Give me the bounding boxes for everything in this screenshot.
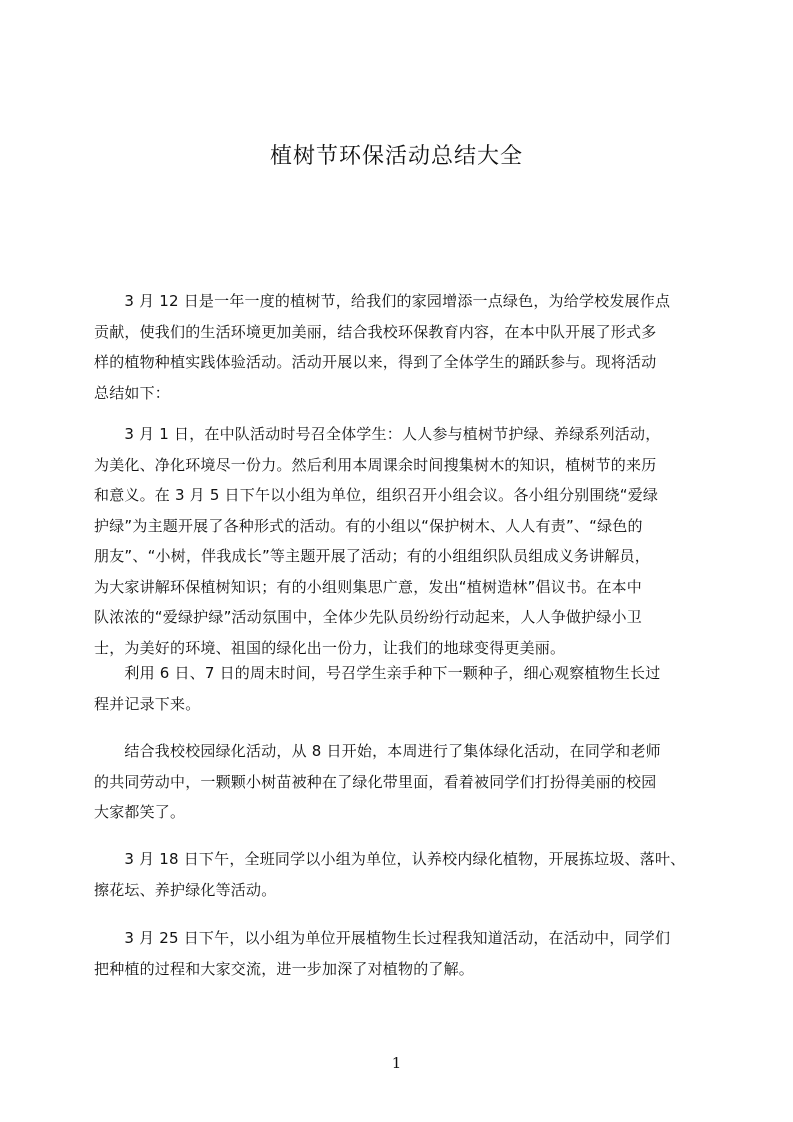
paragraph-line: 朋友”、“小树，伴我成长”等主题开展了活动；有的小组组织队员组成义务讲解员， bbox=[94, 547, 650, 565]
paragraph-line: 3 月 25 日下午，以小组为单位开展植物生长过程我知道活动，在活动中，同学们 bbox=[94, 929, 671, 947]
paragraph-2 bbox=[94, 419, 714, 663]
paragraph-line: 大家都笑了。 bbox=[94, 803, 186, 821]
paragraph-1 bbox=[94, 286, 714, 408]
paragraph-line: 的共同劳动中，一颗颗小树苗被种在了绿化带里面，看着被同学们打扮得美丽的校园 bbox=[94, 772, 657, 791]
paragraph-line: 3 月 12 日是一年一度的植树节，给我们的家园增添一点绿色，为给学校发展作点 bbox=[94, 292, 671, 310]
paragraph-line: 程并记录下来。 bbox=[94, 694, 201, 713]
paragraph-line: 为大家讲解环保植树知识；有的小组则集思广意，发出“植树造林”倡议书。在本中 bbox=[94, 577, 642, 596]
paragraph-line: 和意义。在 3 月 5 日下午以小组为单位，组织召开小组会议。各小组分别围绕“爱绿 bbox=[94, 486, 659, 504]
paragraph-line: 贡献，使我们的生活环境更加美丽，结合我校环保教育内容，在本中队开展了形式多 bbox=[94, 322, 657, 341]
document-title: 植树节环保活动总结大全 bbox=[269, 144, 523, 169]
paragraph-line: 把种植的过程和大家交流，进一步加深了对植物的了解。 bbox=[94, 959, 475, 978]
paragraph-line: 结合我校校园绿化活动，从 8 日开始，本周进行了集体绿化活动，在同学和老师 bbox=[94, 742, 661, 760]
paragraph-4 bbox=[94, 736, 714, 828]
paragraph-6 bbox=[94, 923, 714, 984]
paragraph-line: 护绿”为主题开展了各种形式的活动。有的小组以“保护树木、人人有责”、“绿色的 bbox=[94, 516, 643, 535]
page-number: 1 bbox=[391, 1054, 402, 1072]
paragraph-line: 3 月 1 日，在中队活动时号召全体学生：人人参与植树节护绿、养绿系列活动， bbox=[94, 425, 661, 443]
paragraph-line: 样的植物种植实践体验活动。活动开展以来，得到了全体学生的踊跃参与。现将活动 bbox=[94, 353, 657, 371]
paragraph-line: 擦花坛、养护绿化等活动。 bbox=[94, 880, 277, 899]
paragraph-line: 3 月 18 日下午，全班同学以小组为单位，认养校内绿化植物，开展拣垃圾、落叶、 bbox=[94, 850, 686, 868]
paragraph-line: 队浓浓的“爱绿护绿”活动氛围中，全体少先队员纷纷行动起来，人人争做护绿小卫 bbox=[94, 608, 642, 626]
paragraph-3 bbox=[94, 658, 714, 719]
paragraph-line: 为美化、净化环境尽一份力。然后利用本周课余时间搜集树木的知识，植树节的来历 bbox=[94, 455, 657, 474]
paragraph-line: 士，为美好的环境、祖国的绿化出一份力，让我们的地球变得更美丽。 bbox=[94, 638, 566, 657]
paragraph-line: 总结如下： bbox=[94, 383, 171, 402]
paragraph-line: 利用 6 日、7 日的周末时间，号召学生亲手种下一颗种子，细心观察植物生长过 bbox=[94, 664, 661, 682]
paragraph-5 bbox=[94, 844, 714, 905]
